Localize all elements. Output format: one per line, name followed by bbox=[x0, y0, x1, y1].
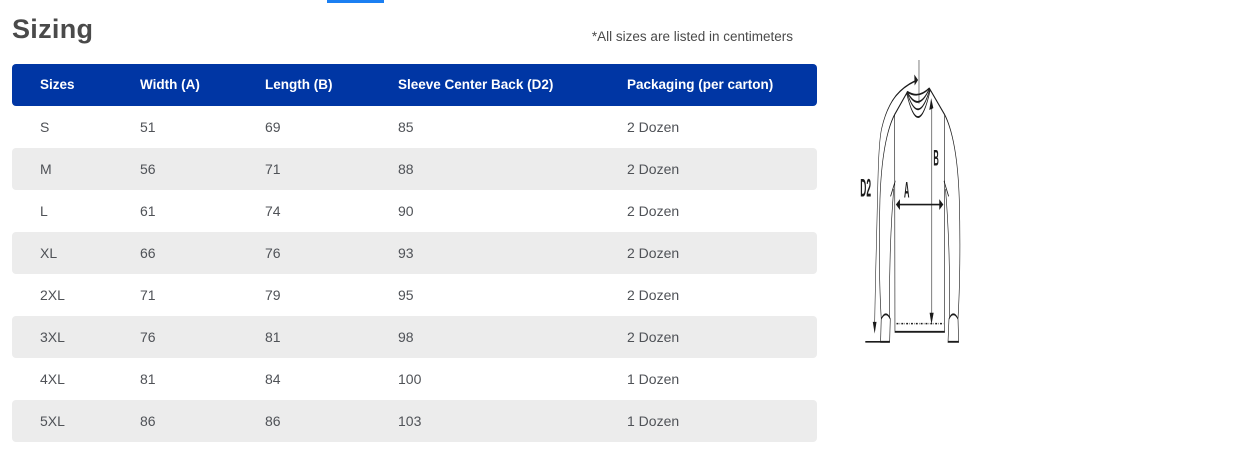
sleeve-cell: 103 bbox=[398, 413, 422, 429]
page-title: Sizing bbox=[12, 14, 94, 44]
packaging-cell: 1 Dozen bbox=[627, 413, 680, 429]
width-arrowhead-left bbox=[896, 199, 900, 210]
table-row-5xl bbox=[12, 400, 817, 442]
col-header-width: Width (A) bbox=[140, 77, 200, 92]
left-sleeve-outer bbox=[879, 115, 894, 319]
col-header-sizes: Sizes bbox=[40, 77, 75, 92]
width-cell: 61 bbox=[140, 203, 156, 219]
packaging-cell: 2 Dozen bbox=[627, 245, 680, 261]
packaging-cell: 2 Dozen bbox=[627, 287, 680, 303]
size-cell: 3XL bbox=[40, 329, 65, 345]
col-header-sleeve: Sleeve Center Back (D2) bbox=[398, 77, 554, 92]
sleeve-cell: 98 bbox=[398, 329, 414, 345]
sleeve-cell: 93 bbox=[398, 245, 414, 261]
width-cell: 56 bbox=[140, 161, 156, 177]
sleeve-cell: 100 bbox=[398, 371, 422, 387]
table-row-2xl bbox=[12, 274, 817, 316]
width-cell: 86 bbox=[140, 413, 156, 429]
size-cell: 4XL bbox=[40, 371, 65, 387]
col-header-length: Length (B) bbox=[265, 77, 333, 92]
label-b: B bbox=[933, 146, 939, 171]
table-row-3xl bbox=[12, 316, 817, 358]
table-header-row bbox=[12, 64, 817, 106]
left-cuff bbox=[881, 314, 891, 342]
right-sleeve-inner bbox=[946, 189, 950, 318]
sleeve-cell: 95 bbox=[398, 287, 414, 303]
right-sleeve-outer bbox=[945, 115, 960, 319]
width-cell: 66 bbox=[140, 245, 156, 261]
table-row-s bbox=[12, 106, 817, 148]
table-row-4xl bbox=[12, 358, 817, 400]
packaging-cell: 1 Dozen bbox=[627, 371, 680, 387]
sizing-table bbox=[12, 64, 817, 442]
packaging-cell: 2 Dozen bbox=[627, 161, 680, 177]
width-arrowhead-right bbox=[939, 199, 943, 210]
collar-outline bbox=[907, 88, 929, 95]
length-cell: 84 bbox=[265, 371, 281, 387]
col-header-packaging: Packaging (per carton) bbox=[627, 77, 774, 92]
width-cell: 81 bbox=[140, 371, 156, 387]
right-cuff bbox=[948, 314, 959, 342]
size-cell: L bbox=[40, 203, 48, 219]
width-cell: 71 bbox=[140, 287, 156, 303]
length-cell: 79 bbox=[265, 287, 281, 303]
units-note: *All sizes are listed in centimeters bbox=[591, 29, 793, 44]
table-row-m bbox=[12, 148, 817, 190]
sleeve-arrowhead-top bbox=[914, 75, 918, 86]
length-arrowhead-down bbox=[930, 313, 934, 325]
length-cell: 74 bbox=[265, 203, 281, 219]
sleeve-cell: 88 bbox=[398, 161, 414, 177]
label-d2: D2 bbox=[860, 173, 872, 202]
table-row-xl bbox=[12, 232, 817, 274]
size-cell: 5XL bbox=[40, 413, 65, 429]
sleeve-cell: 90 bbox=[398, 203, 414, 219]
size-cell: M bbox=[40, 161, 52, 177]
packaging-cell: 2 Dozen bbox=[627, 203, 680, 219]
packaging-cell: 2 Dozen bbox=[627, 119, 680, 135]
table-row-l bbox=[12, 190, 817, 232]
width-cell: 51 bbox=[140, 119, 156, 135]
packaging-cell: 2 Dozen bbox=[627, 329, 680, 345]
length-cell: 71 bbox=[265, 161, 281, 177]
length-cell: 86 bbox=[265, 413, 281, 429]
size-cell: 2XL bbox=[40, 287, 65, 303]
sleeve-cell: 85 bbox=[398, 119, 414, 135]
active-tab-underline[interactable] bbox=[327, 0, 384, 3]
length-arrowhead-up bbox=[929, 98, 933, 110]
left-sleeve-inner bbox=[890, 189, 894, 318]
size-cell: XL bbox=[40, 245, 58, 261]
size-cell: S bbox=[40, 119, 50, 135]
shirt-measurement-diagram bbox=[855, 40, 1243, 440]
length-cell: 76 bbox=[265, 245, 281, 261]
length-cell: 69 bbox=[265, 119, 281, 135]
width-cell: 76 bbox=[140, 329, 156, 345]
sleeve-arrowhead-down bbox=[873, 322, 877, 334]
length-cell: 81 bbox=[265, 329, 281, 345]
label-a: A bbox=[904, 178, 910, 203]
